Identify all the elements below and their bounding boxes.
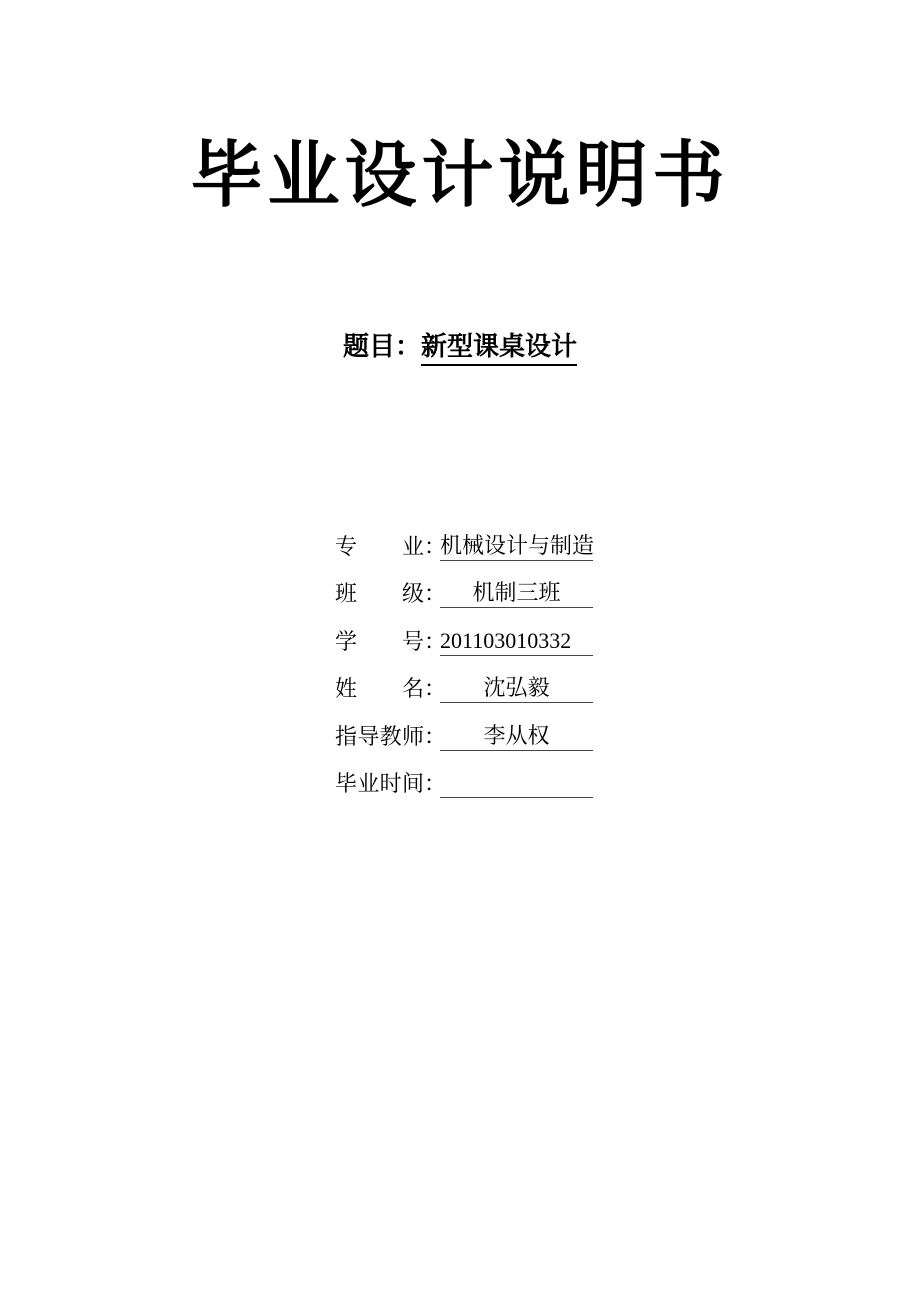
form-label-name: 姓名: [335, 676, 424, 702]
form-value-major: 机械设计与制造: [440, 533, 593, 561]
topic-line: [0, 330, 920, 366]
form-colon: ：: [424, 676, 447, 702]
form-value-class: 机制三班: [440, 580, 593, 608]
form-value-graduation-date: [440, 770, 593, 798]
form-colon: ：: [424, 533, 447, 559]
form-label-class: 班级: [335, 581, 424, 607]
topic-value: 新型课桌设计: [421, 330, 577, 366]
form-colon: ：: [424, 628, 447, 654]
form-row-major: [335, 523, 635, 571]
form-colon: ：: [424, 723, 447, 749]
form-row-student-id: [335, 618, 635, 666]
form-row-graduation-date: [335, 761, 635, 809]
topic-label: 题目：: [342, 331, 421, 361]
form-colon: ：: [424, 771, 447, 797]
form-row-name: [335, 666, 635, 714]
form-value-advisor: 李从权: [440, 723, 593, 751]
document-title: 毕业设计说明书: [190, 136, 730, 216]
form-row-advisor: [335, 713, 635, 761]
form-colon: ：: [424, 581, 447, 607]
info-form: [335, 523, 635, 808]
form-label-graduation-date: 毕业时间: [335, 771, 424, 797]
form-value-name: 沈弘毅: [440, 675, 593, 703]
form-row-class: [335, 571, 635, 619]
form-label-major: 专业: [335, 533, 424, 559]
form-label-student-id: 学号: [335, 628, 424, 654]
form-value-student-id: 201103010332: [440, 628, 593, 656]
form-label-advisor: 指导教师: [335, 723, 424, 749]
